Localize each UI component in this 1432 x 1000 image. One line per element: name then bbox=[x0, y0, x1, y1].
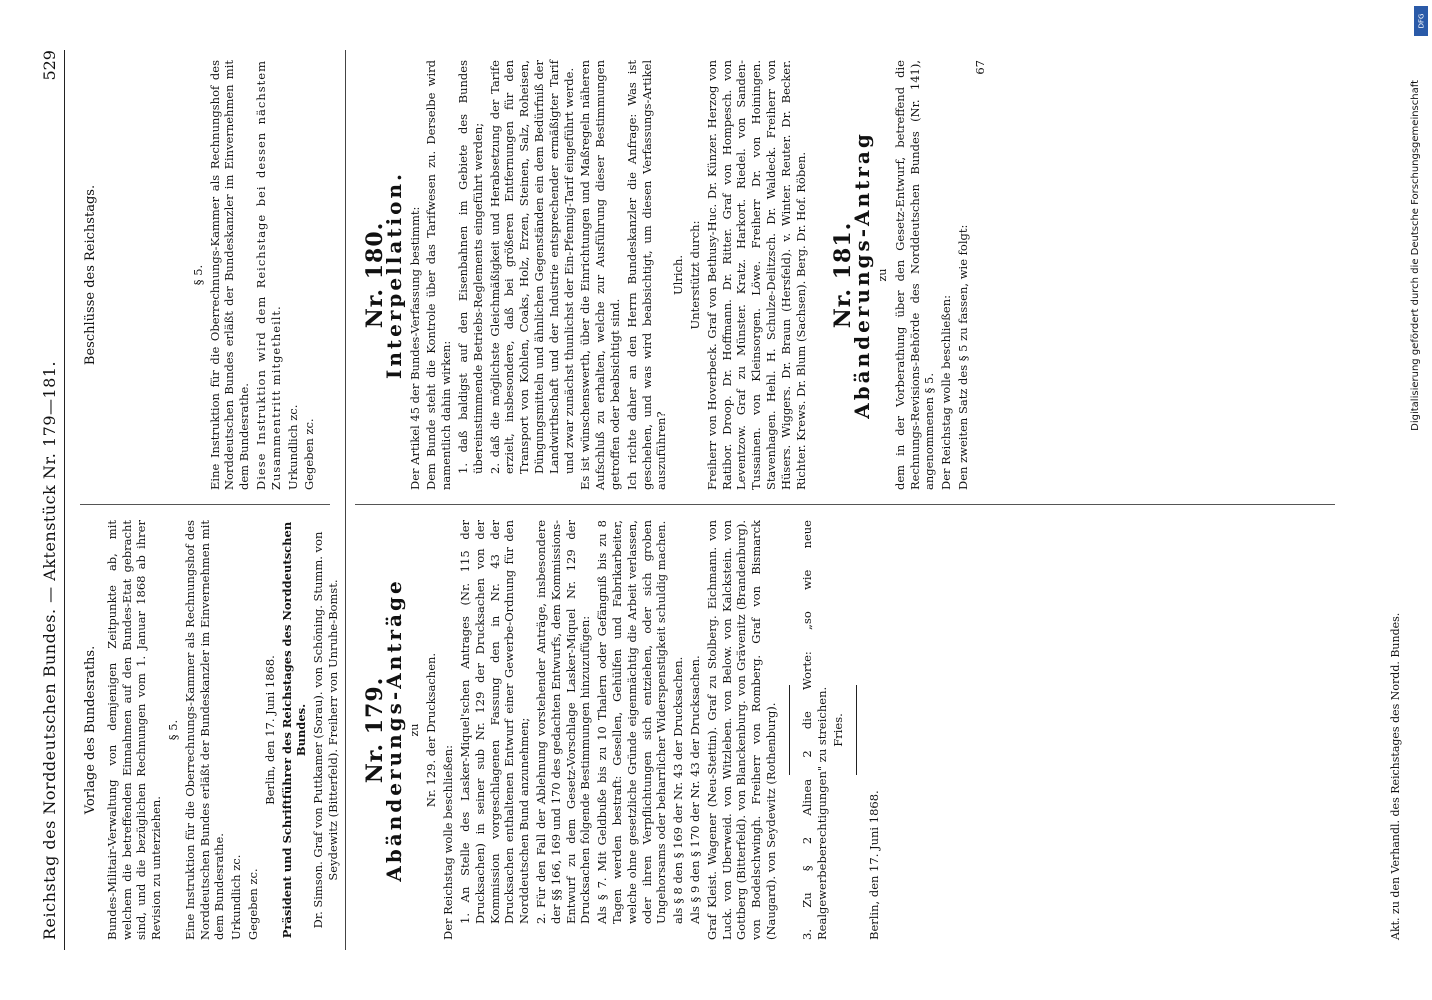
paragraph: Diese Instruktion wird dem Reichstage bei dessen nächstem Zusammentritt mitgetheilt. bbox=[253, 60, 283, 490]
nr180-block bbox=[360, 60, 989, 490]
paragraph: Eine Instruktion für die Oberrechnungs-Kammer als Rechnungshof des Norddeutschen Bundes erläßt der Bundeskanzler im Einvernehmen mit dem Bundesrathe. bbox=[207, 60, 252, 490]
nr180-signer: Ulrich. bbox=[671, 254, 686, 296]
nr179-intro: Der Reichstag wolle beschließen: bbox=[441, 745, 456, 940]
nr181-number: Nr. 181. bbox=[830, 221, 857, 329]
column-divider bbox=[355, 504, 1335, 505]
nr180-supporters: Freiherr von Hoverbeck. Graf von Bethusy-Huc. Dr. Künzer. Herzog von Ratibor. Droop. Dr. Hoffmann. Dr. Ritter. Graf von Hompesch. von Leventzow. Graf zu Münster. Kratz. Harkort. Riedel. von Sanden-Tussainen. von Kleinsorgen. Löwe. Freiherr Dr. von Hoiningen. Stavenhagen. Hehl. H. Schulze-Delitzsch. Dr. Waldeck. Freiherr von Hüsers. Wiggers. Dr. Braun (Hersfeld). v. Winter. Reuter. Dr. Becker. Richter. Krews. Dr. Blum (Sachsen). Berg. Dr. Hof. Röben. bbox=[704, 60, 808, 490]
nr179-item-2: 2. Für den Fall der Ablehnung vorstehender Anträge, insbesondere der §§ 166, 169 und 170 des gedachten Entwurfs, dem Kommissions-Entwurf zu dem Gesetz-Vorschlage Lasker-Miquel Nr. 129 der Drucksachen folgende Bestimmungen hinzuzufügen: bbox=[533, 520, 593, 924]
nr179-para-9: Als § 9 den § 170 der Nr. 43 der Drucksachen. bbox=[687, 655, 702, 924]
closing-line: Urkundlich zc. bbox=[229, 854, 244, 940]
nr180-p4: Ich richte daher an den Herrn Bundeskanzler die Anfrage: Was ist geschehen, und was wird beabsichtigt, um diesen Verfassungs-Artikel auszuführen? bbox=[624, 60, 669, 490]
closing-line: Gegeben zc. bbox=[302, 418, 317, 490]
left-column bbox=[80, 520, 343, 940]
nr179-item-1: 1. An Stelle des Lasker-Miquel'schen Antrages (Nr. 115 der Drucksachen) in seiner sub Nr. 129 der Drucksachen von der Kommission vorgeschlagenen Fassung den in Nr. 43 der Drucksachen enthaltenen Entwurf einer Gewerbe-Ordnung für den Norddeutschen Bund anzunehmen; bbox=[457, 520, 532, 924]
nr179-ref: Nr. 129. der Drucksachen. bbox=[424, 652, 439, 808]
nr179-signers: Graf Kleist. Wagener (Neu-Stettin). Graf zu Stolberg. Eichmann. von Luck. von Uberweid. von Witzleben. von Below. von Kalckstein. von Gottberg (Bitterfeld). von Blanckenburg. von Grävenitz (Brandenburg). von Bodelschwingh. Freiherr von Romberg. Graf von Bismarck (Naugard). von Seydewitz (Rothenburg). bbox=[704, 520, 778, 940]
closing-line: Gegeben zc. bbox=[245, 868, 260, 940]
nr179-place-date: Berlin, den 17. Juni 1868. bbox=[867, 790, 882, 940]
right-column bbox=[80, 60, 319, 490]
page-footer: Akt. zu den Verhandl. des Reichstages des Nordd. Bundes. bbox=[1389, 612, 1402, 940]
section-label: § 5. bbox=[165, 719, 180, 741]
section-divider bbox=[345, 50, 346, 950]
nr180-title: Interpellation. bbox=[381, 171, 406, 379]
nr179-title: Abänderungs-Anträge bbox=[381, 578, 406, 882]
nr180-p1: Der Artikel 45 der Bundes-Verfassung bestimmt: bbox=[407, 206, 422, 490]
presidium-names: Dr. Simson. Graf von Puttkamer (Sorau). von Schöning. Stumm. von Seydewitz (Bitterfeld). Freiherr von Unruhe-Bomst. bbox=[311, 531, 340, 929]
nr179-zu: zu bbox=[407, 723, 421, 737]
dfg-logo-text: DFG bbox=[1417, 13, 1425, 29]
short-rule bbox=[856, 685, 857, 775]
nr181-signature-mark: 67 bbox=[972, 60, 987, 75]
short-rule bbox=[789, 685, 790, 775]
nr181-p1: dem in der Vorberathung über den Gesetz-Entwurf, betreffend die Rechnungs-Revisions-Behörde des Norddeutschen Bundes (Nr. 141), angenommenen § 5. bbox=[892, 60, 937, 490]
nr180-p3: Es ist wünschenswerth, über die Einrichtungen und Maßregeln näheren Aufschluß zu erhalten, welche zur Ausführung dieser Bestimmungen getroffen oder beabsichtigt sind. bbox=[578, 60, 622, 490]
nr180-item-1: 1. daß baldigst auf den Eisenbahnen im Gebiete des Bundes übereinstimmende Betriebs-Reglements eingeführt werden; bbox=[455, 60, 485, 474]
nr181-title: Abänderungs-Antrag bbox=[850, 131, 875, 419]
nr180-number: Nr. 180. bbox=[362, 221, 388, 329]
column-divider bbox=[80, 504, 330, 505]
closing-line: Urkundlich zc. bbox=[285, 404, 300, 490]
place-date: Berlin, den 17. Juni 1868. bbox=[262, 655, 277, 805]
nr180-supported-label: Unterstützt durch: bbox=[687, 220, 702, 330]
page-header-title: Reichstag des Norddeutschen Bundes. — Aktenstück Nr. 179—181. bbox=[40, 360, 59, 940]
right-column-heading: Beschlüsse des Reichstags. bbox=[83, 184, 98, 366]
paragraph: Eine Instruktion für die Oberrechnungs-Kammer als Rechnungshof des Norddeutschen Bundes erläßt der Bundeskanzler im Einvernehmen mit dem Bundesrathe. bbox=[182, 520, 227, 940]
nr181-p3: Den zweiten Satz des § 5 zu fassen, wie folgt: bbox=[955, 224, 970, 490]
left-column-heading: Vorlage des Bundesraths. bbox=[83, 645, 98, 815]
nr180-p2: Dem Bunde steht die Kontrole über das Tarifwesen zu. Derselbe wird namentlich dahin wirken: bbox=[424, 60, 454, 490]
nr179-item-3: 3. Zu § 2 Alinea 2 die Worte: „so wie neue Realgewerbeberechtigungen" zu streichen. bbox=[799, 520, 829, 940]
nr179-signer-3: Fries. bbox=[831, 713, 846, 747]
nr180-item-2: 2. daß die möglichste Gleichmäßigkeit und Herabsetzung der Tarife erzielt, insbesondere, daß bei größeren Entfernungen für den Transport von Kohlen, Coaks, Holz, Erzen, Steinen, Salz, Roheisen, Düngungsmitteln und ähnlichen Gegenständen ein dem Bedürfniß der Landwirthschaft und der Industrie entsprechender ermäßigter Tarif und zwar zunächst thunlichst der Ein-Pfennig-Tarif eingeführt werde. bbox=[487, 60, 576, 474]
header-rule bbox=[64, 50, 65, 950]
nr181-zu: zu bbox=[875, 268, 889, 282]
presidium-heading: Präsident und Schriftführer des Reichstages des Norddeutschen Bundes. bbox=[279, 521, 309, 939]
nr179-block bbox=[360, 520, 884, 940]
nr179-number: Nr. 179. bbox=[362, 676, 388, 784]
digitization-note bbox=[1400, 0, 1432, 1000]
section-label: § 5. bbox=[190, 264, 205, 286]
nr179-para-7: Als § 7. Mit Geldbuße bis zu 10 Thalern oder Gefängniß bis zu 8 Tagen werden bestraft: Gesellen, Gehülfen und Fabrikarbeiter, welche ohne gesetzliche Gründe eigenmächtig die Arbeit verlassen, oder ihren Verpflichtungen sich entziehen, oder sich groben Ungehorsams oder beharrlicher Widerspenstigkeit schuldig machen. bbox=[595, 520, 669, 924]
nr181-p2: Der Reichstag wolle beschließen: bbox=[939, 295, 954, 490]
page-number: 529 bbox=[40, 50, 59, 81]
dfg-logo bbox=[1414, 6, 1428, 36]
nr179-para-8: als § 8 den § 169 der Nr. 43 der Drucksachen. bbox=[671, 656, 686, 924]
paragraph: Bundes-Militair-Verwaltung von demjenigen Zeitpunkte ab, mit welchem die betreffenden Einnahmen auf den Bundes-Etat gebracht sind, und die bezüglichen Rechnungen vom 1. Januar 1868 ab ihrer Revision zu unterziehen. bbox=[104, 520, 164, 940]
digitization-note-text: Digitalisierung gefördert durch die Deutsche Forschungsgemeinschaft bbox=[1410, 80, 1421, 431]
